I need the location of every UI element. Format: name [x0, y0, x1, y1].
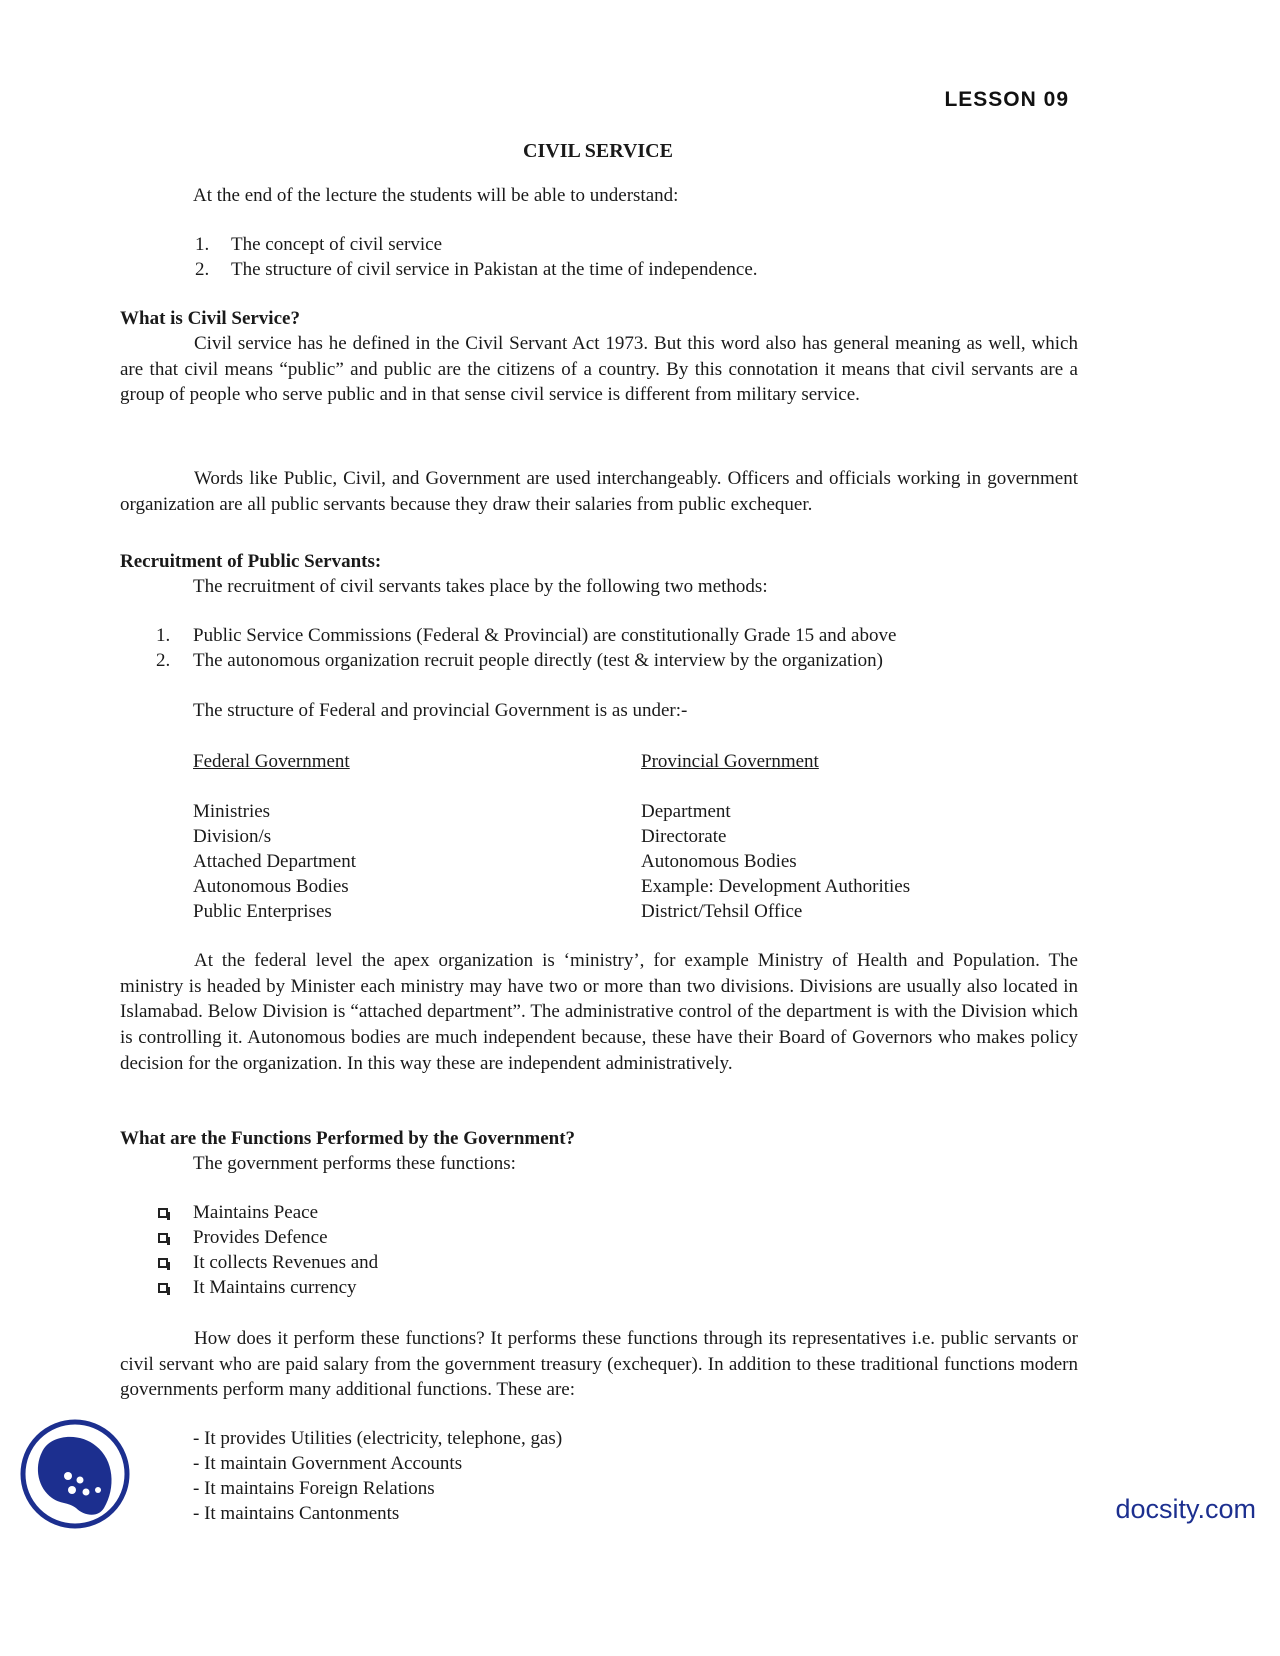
- additional-function-item: - It maintains Foreign Relations: [193, 1478, 435, 1499]
- page-title: CIVIL SERVICE: [523, 140, 673, 162]
- section-heading-recruitment: Recruitment of Public Servants:: [120, 551, 382, 572]
- method-item: Public Service Commissions (Federal & Provincial) are constitutionally Grade 15 and above: [193, 625, 897, 646]
- method-item: The autonomous organization recruit people directly (test & interview by the organization): [193, 650, 883, 671]
- provincial-government-header: Provincial Government: [641, 751, 819, 772]
- paragraph-text: At the federal level the apex organization is ‘ministry’, for example Ministry of Health and Population. The ministry is headed by Minister each ministry may have two or more than two divisions. Divisions are usually also located in Islamabad. Below Division is “attached department”. The administrative control of the department is with the Division which is controlling it. Autonomous bodies are much independent because, these have their Board of Governors who makes policy decision for the organization. In this way these are independent administratively.: [120, 950, 1078, 1074]
- structure-lead: The structure of Federal and provincial Government is as under:-: [193, 700, 688, 721]
- additional-function-item: - It maintain Government Accounts: [193, 1453, 463, 1474]
- paragraph-text: Words like Public, Civil, and Government are used interchangeably. Officers and officials working in government organization are all public servants because they draw their salaries from public exchequer.: [120, 468, 1078, 515]
- provincial-item: Directorate: [641, 826, 727, 847]
- federal-government-header: Federal Government: [193, 751, 350, 772]
- function-item: It collects Revenues and: [193, 1252, 379, 1273]
- recruitment-lead: The recruitment of civil servants takes place by the following two methods:: [193, 576, 768, 597]
- paragraph-interchangeable-words: [120, 466, 1078, 517]
- function-item: It Maintains currency: [193, 1277, 357, 1298]
- checkbox-bullet-icon: [158, 1208, 168, 1218]
- federal-item: Ministries: [193, 801, 271, 822]
- function-item: Provides Defence: [193, 1227, 328, 1248]
- federal-item: Public Enterprises: [193, 901, 332, 922]
- paragraph-text: How does it perform these functions? It performs these functions through its representatives i.e. public servants or civil servant who are paid salary from the government treasury (exchequer). In addition to these traditional functions modern governments perform many additional functions. These are:: [120, 1328, 1078, 1401]
- docsity-logo-icon[interactable]: [20, 1418, 130, 1530]
- checkbox-bullet-icon: [158, 1258, 168, 1268]
- checkbox-bullet-icon: [158, 1283, 168, 1293]
- federal-item: Division/s: [193, 826, 272, 847]
- provincial-item: Department: [641, 801, 731, 822]
- function-item: Maintains Peace: [193, 1202, 319, 1223]
- provincial-item: District/Tehsil Office: [641, 901, 803, 922]
- objective-item: The concept of civil service: [231, 234, 443, 255]
- intro-lead: At the end of the lecture the students will be able to understand:: [193, 185, 679, 206]
- functions-lead: The government performs these functions:: [193, 1153, 516, 1174]
- objective-number: 1.: [195, 234, 210, 255]
- additional-function-item: - It maintains Cantonments: [193, 1503, 400, 1524]
- objective-number: 2.: [195, 259, 210, 280]
- checkbox-bullet-icon: [158, 1233, 168, 1243]
- method-number: 2.: [156, 650, 171, 671]
- docsity-brand-link[interactable]: docsity.com: [1115, 1494, 1256, 1524]
- objective-item: The structure of civil service in Pakistan at the time of independence.: [231, 259, 758, 280]
- federal-item: Autonomous Bodies: [193, 876, 349, 897]
- method-number: 1.: [156, 625, 171, 646]
- provincial-item: Autonomous Bodies: [641, 851, 797, 872]
- paragraph-how-functions: [120, 1326, 1078, 1403]
- paragraph-text: Civil service has he defined in the Civil Servant Act 1973. But this word also has general meaning as well, which are that civil means “public” and public are the citizens of a country. By this connotation it means that civil servants are a group of people who serve public and in that sense civil service is different from military service.: [120, 333, 1078, 406]
- provincial-item: Example: Development Authorities: [641, 876, 911, 897]
- additional-function-item: - It provides Utilities (electricity, telephone, gas): [193, 1428, 563, 1449]
- section-heading-functions: What are the Functions Performed by the Government?: [120, 1128, 576, 1149]
- lesson-number: LESSON 09: [944, 88, 1069, 111]
- paragraph-federal-level: [120, 948, 1078, 1077]
- paragraph-civil-service-definition: [120, 331, 1078, 408]
- federal-item: Attached Department: [193, 851, 357, 872]
- section-heading-what-is-civil-service: What is Civil Service?: [120, 308, 300, 329]
